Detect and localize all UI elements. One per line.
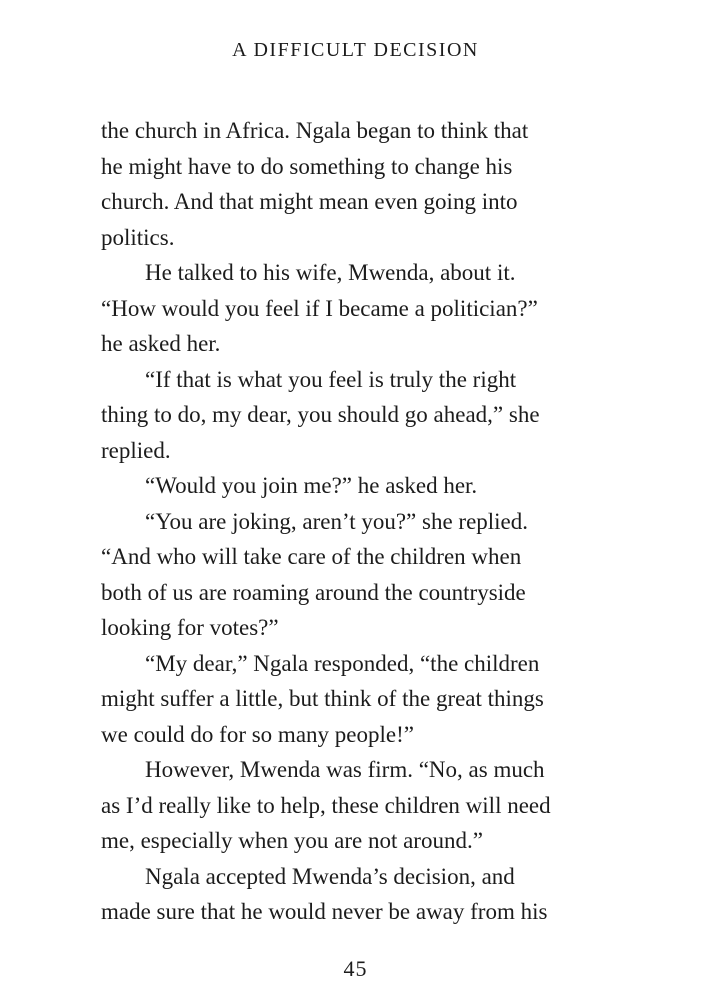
text-line: made sure that he would never be away from his (101, 899, 548, 924)
text-line-indented: He talked to his wife, Mwenda, about it. (145, 260, 516, 285)
text-line: both of us are roaming around the countryside (101, 579, 526, 605)
running-head: A DIFFICULT DECISION (232, 39, 479, 61)
text-line: might suffer a little, but think of the great things (101, 686, 544, 711)
text-line-indented: “Would you join me?” he asked her. (145, 473, 478, 498)
text-line: he might have to do something to change his (101, 153, 513, 179)
text-line-indented: “My dear,” Ngala responded, “the children (145, 650, 540, 676)
text-line: replied. (101, 437, 171, 463)
text-line: “And who will take care of the children when (101, 544, 522, 569)
text-line-indented: Ngala accepted Mwenda’s decision, and (145, 863, 515, 889)
text-line: the church in Africa. Ngala began to think that (101, 118, 529, 143)
text-line: “How would you feel if I became a politician?” (101, 295, 538, 321)
text-line: thing to do, my dear, you should go ahead,” she (101, 402, 540, 427)
body-text (101, 113, 631, 930)
text-line-indented: “You are joking, aren’t you?” she replied. (145, 508, 529, 534)
text-line: looking for votes?” (101, 615, 279, 640)
text-line: as I’d really like to help, these children will need (101, 792, 551, 818)
text-line: he asked her. (101, 331, 221, 356)
text-line-indented: “If that is what you feel is truly the right (145, 366, 517, 392)
text-line: politics. (101, 224, 175, 250)
text-line: me, especially when you are not around.” (101, 828, 483, 853)
text-line: church. And that might mean even going into (101, 189, 518, 214)
page-number: 45 (343, 956, 368, 981)
text-line: we could do for so many people!” (101, 721, 414, 747)
text-line-indented: However, Mwenda was firm. “No, as much (145, 757, 545, 782)
